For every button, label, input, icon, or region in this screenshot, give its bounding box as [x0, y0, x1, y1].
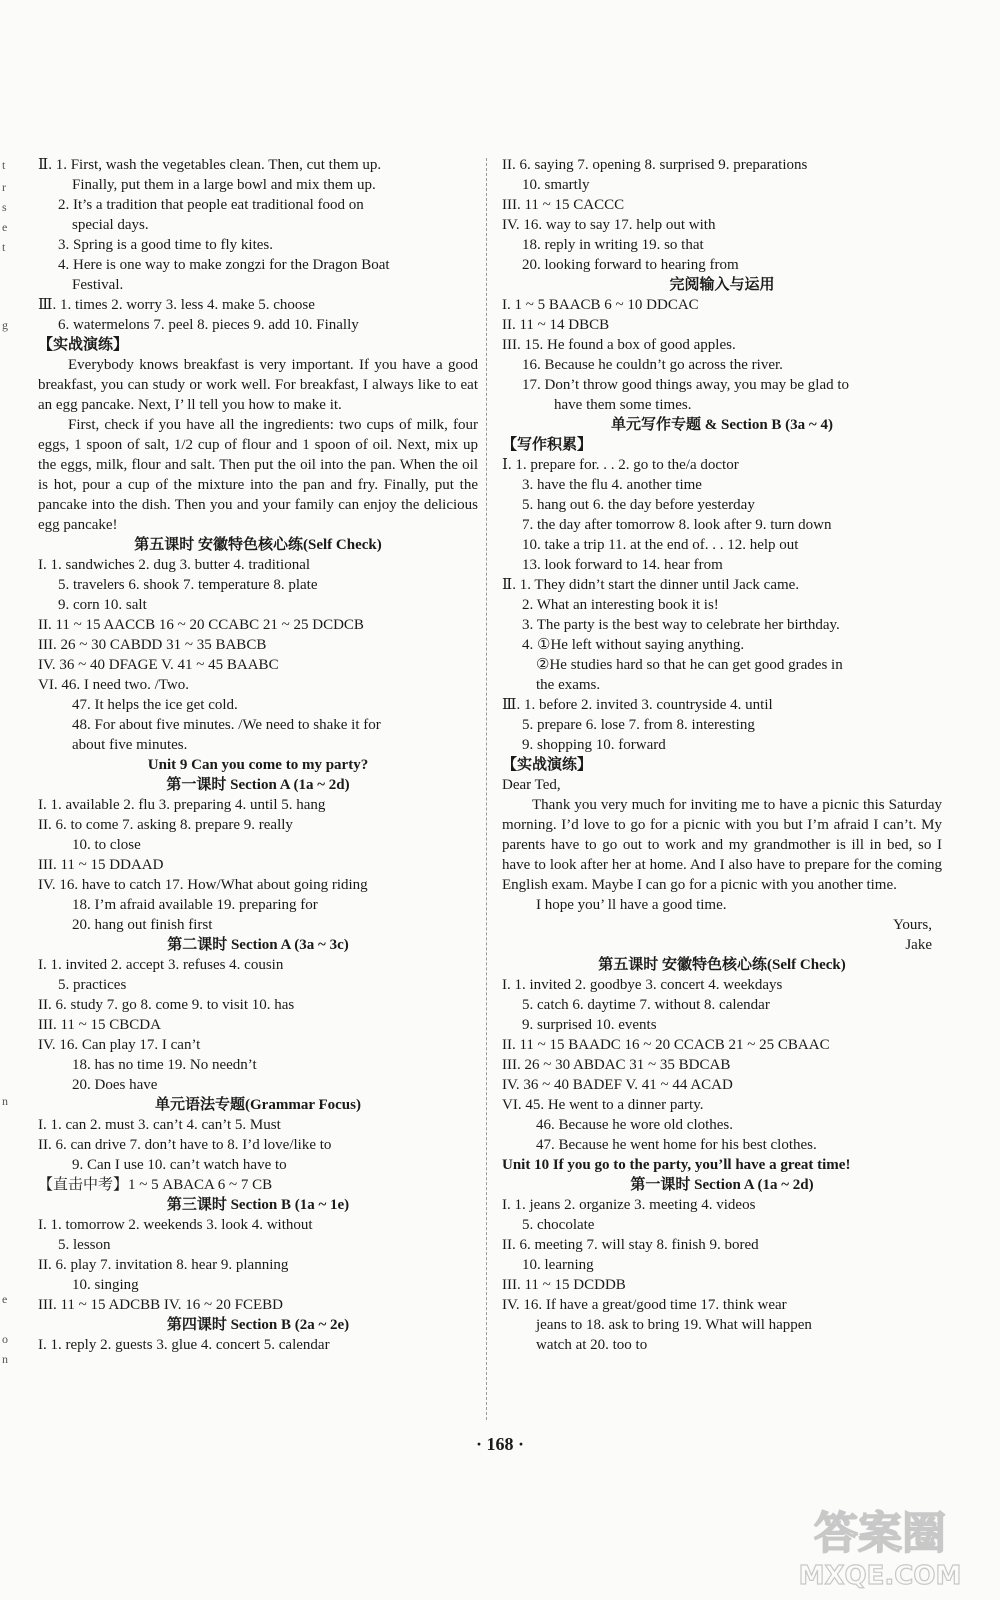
- answer-line: 5. hang out 6. the day before yesterday: [522, 497, 755, 513]
- page-number: · 168 ·: [475, 1434, 524, 1454]
- answer-line: III. 11 ~ 15 CBCDA: [38, 1017, 161, 1033]
- answer-line: 3. The party is the best way to celebrate her birthday.: [522, 617, 840, 633]
- answer-line: 单元写作专题 & Section B (3a ~ 4): [611, 417, 833, 433]
- answer-line: I. 1. sandwiches 2. dug 3. butter 4. traditional: [38, 557, 311, 573]
- answer-line: 46. Because he wore old clothes.: [536, 1117, 734, 1133]
- answer-line: I. 1. available 2. flu 3. preparing 4. until 5. hang: [38, 797, 326, 813]
- answer-line: Thank you very much for inviting me to have a picnic this Saturday morning. I’d love to go for a picnic with you but I’m afraid I can’t. My parents have to go out to work and my grandmother is ill in bed, so I have to look after her at home. And I also have to prepare for the coming English exam. Maybe I can go for a picnic with you another time.: [502, 797, 942, 893]
- answer-line: 4. Here is one way to make zongzi for the Dragon Boat: [58, 257, 390, 273]
- answer-line: First, check if you have all the ingredients: two cups of milk, four eggs, 1 spoon of salt, 1/2 cup of flour and 1 spoon of oil. Next, mix up the eggs, milk, flour and salt. Then put the oil into the pan. When the oil is hot, pour a cup of the mixture into the pan and fry. Finally, put the pancake into the dish. Then you and your family can enjoy the delicious egg pancake!: [38, 417, 478, 533]
- edge-letter: t: [2, 240, 6, 254]
- edge-letter: n: [2, 1094, 8, 1108]
- answer-line: III. 15. He found a box of good apples.: [502, 337, 736, 353]
- answer-line: 48. For about five minutes. /We need to shake it for: [72, 717, 381, 733]
- answer-line: I. 1. can 2. must 3. can’t 4. can’t 5. Must: [38, 1117, 281, 1133]
- answer-line: 5. practices: [58, 977, 127, 993]
- edge-letter: g: [2, 318, 8, 332]
- answer-line: I hope you’ ll have a good time.: [536, 897, 727, 913]
- answer-line: 20. Does have: [72, 1077, 158, 1093]
- answer-line: 5. catch 6. daytime 7. without 8. calendar: [522, 997, 770, 1013]
- answer-line: IV. 36 ~ 40 BADEF V. 41 ~ 44 ACAD: [502, 1077, 733, 1093]
- answer-line: 9. Can I use 10. can’t watch have to: [72, 1157, 287, 1173]
- answer-line: Unit 9 Can you come to my party?: [147, 757, 369, 773]
- edge-letter: n: [2, 1352, 8, 1366]
- edge-letter: e: [2, 1292, 8, 1306]
- answer-line: IV. 36 ~ 40 DFAGE V. 41 ~ 45 BAABC: [38, 657, 279, 673]
- answer-line: I. 1. reply 2. guests 3. glue 4. concert 5. calendar: [38, 1337, 330, 1353]
- answer-line: 18. has no time 19. No needn’t: [72, 1057, 257, 1073]
- answer-line: 第三课时 Section B (1a ~ 1e): [166, 1197, 350, 1213]
- answer-line: about five minutes.: [72, 737, 188, 753]
- answer-line: I. 1. invited 2. accept 3. refuses 4. cousin: [38, 957, 284, 973]
- answer-line: 5. travelers 6. shook 7. temperature 8. plate: [58, 577, 318, 593]
- right-column: [502, 155, 942, 1355]
- answer-line: 6. watermelons 7. peel 8. pieces 9. add 10. Finally: [58, 317, 359, 333]
- answer-line: 10. take a trip 11. at the end of. . . 12. help out: [522, 537, 799, 553]
- answer-line: 47. Because he went home for his best clothes.: [536, 1137, 817, 1153]
- answer-line: IV. 16. If have a great/good time 17. think wear: [502, 1297, 787, 1313]
- answer-line: 【直击中考】1 ~ 5 ABACA 6 ~ 7 CB: [38, 1177, 273, 1193]
- answer-line: Unit 10 If you go to the party, you’ll have a great time!: [502, 1157, 851, 1173]
- answer-line: 18. reply in writing 19. so that: [522, 237, 704, 253]
- answer-line: Jake: [905, 937, 932, 953]
- edge-letter: o: [2, 1332, 8, 1346]
- answer-line: Ⅱ. 1. First, wash the vegetables clean. Then, cut them up.: [38, 157, 382, 173]
- answer-line: Yours,: [893, 917, 932, 933]
- answer-line: 13. look forward to 14. hear from: [522, 557, 723, 573]
- answer-line: 完阅输入与运用: [669, 277, 775, 293]
- answer-line: VI. 45. He went to a dinner party.: [502, 1097, 704, 1113]
- answer-line: special days.: [72, 217, 149, 233]
- answer-line: 9. corn 10. salt: [58, 597, 147, 613]
- answer-line: 7. the day after tomorrow 8. look after 9. turn down: [522, 517, 832, 533]
- column-divider: [486, 158, 487, 1420]
- answer-line: 18. I’m afraid available 19. preparing for: [72, 897, 318, 913]
- answer-line: I. 1. tomorrow 2. weekends 3. look 4. without: [38, 1217, 313, 1233]
- answer-line: the exams.: [536, 677, 601, 693]
- answer-line: 9. shopping 10. forward: [522, 737, 666, 753]
- answer-line: 47. It helps the ice get cold.: [72, 697, 238, 713]
- answer-line: 20. hang out finish first: [72, 917, 213, 933]
- answer-line: Finally, put them in a large bowl and mix them up.: [72, 177, 376, 193]
- answer-line: 10. smartly: [522, 177, 590, 193]
- answer-line: 3. Spring is a good time to fly kites.: [58, 237, 273, 253]
- left-column: [38, 155, 478, 1355]
- answer-line: 17. Don’t throw good things away, you may be glad to: [522, 377, 850, 393]
- answer-line: 16. Because he couldn’t go across the river.: [522, 357, 783, 373]
- answer-line: 4. ①He left without saying anything.: [522, 637, 745, 653]
- answer-line: have them some times.: [554, 397, 692, 413]
- answer-line: 10. singing: [72, 1277, 139, 1293]
- answer-line: 3. have the flu 4. another time: [522, 477, 702, 493]
- answer-line: Ⅰ. 1. prepare for. . . 2. go to the/a doctor: [502, 457, 739, 473]
- answer-line: I. 1. invited 2. goodbye 3. concert 4. weekdays: [502, 977, 783, 993]
- answer-line: II. 6. can drive 7. don’t have to 8. I’d love/like to: [38, 1137, 332, 1153]
- answer-line: 第一课时 Section A (1a ~ 2d): [166, 777, 350, 793]
- answer-line: 第五课时 安徽特色核心练(Self Check): [598, 957, 846, 973]
- answer-line: 10. to close: [72, 837, 141, 853]
- answer-line: II. 6. saying 7. opening 8. surprised 9. preparations: [502, 157, 808, 173]
- answer-line: IV. 16. way to say 17. help out with: [502, 217, 716, 233]
- answer-line: IV. 16. Can play 17. I can’t: [38, 1037, 201, 1053]
- answer-line: Ⅲ. 1. before 2. invited 3. countryside 4. until: [502, 697, 773, 713]
- answer-line: Ⅲ. 1. times 2. worry 3. less 4. make 5. choose: [38, 297, 315, 313]
- answer-line: III. 11 ~ 15 DCDDB: [502, 1277, 626, 1293]
- answer-line: III. 11 ~ 15 ADCBB IV. 16 ~ 20 FCEBD: [38, 1297, 284, 1313]
- answer-line: watch at 20. too to: [536, 1337, 648, 1353]
- watermark-text: 答案圈: [814, 1508, 946, 1559]
- answer-line: 第五课时 安徽特色核心练(Self Check): [134, 537, 382, 553]
- answer-line: 第二课时 Section A (3a ~ 3c): [167, 937, 349, 953]
- answer-line: 2. What an interesting book it is!: [522, 597, 719, 613]
- edge-letter: s: [2, 200, 7, 214]
- answer-line: II. 11 ~ 14 DBCB: [502, 317, 610, 333]
- answer-line: III. 26 ~ 30 ABDAC 31 ~ 35 BDCAB: [502, 1057, 731, 1073]
- edge-letter: r: [2, 180, 6, 194]
- answer-line: 2. It’s a tradition that people eat traditional food on: [58, 197, 364, 213]
- answer-line: II. 11 ~ 15 BAADC 16 ~ 20 CCACB 21 ~ 25 CBAAC: [502, 1037, 830, 1053]
- answer-line: 10. learning: [522, 1257, 594, 1273]
- answer-line: 第四课时 Section B (2a ~ 2e): [166, 1317, 350, 1333]
- edge-letter: t: [2, 158, 6, 172]
- answer-line: 【写作积累】: [502, 437, 593, 453]
- answer-line: Everybody knows breakfast is very important. If you have a good breakfast, you can study or work well. For breakfast, I always like to eat an egg pancake. Next, I’ ll tell you how to make it.: [38, 357, 478, 413]
- answer-line: Ⅱ. 1. They didn’t start the dinner until Jack came.: [502, 577, 800, 593]
- edge-letter: e: [2, 220, 8, 234]
- answer-line: 5. chocolate: [522, 1217, 595, 1233]
- answer-line: Festival.: [72, 277, 124, 293]
- answer-line: II. 6. meeting 7. will stay 8. finish 9. bored: [502, 1237, 759, 1253]
- answer-line: II. 6. play 7. invitation 8. hear 9. planning: [38, 1257, 289, 1273]
- answer-line: 第一课时 Section A (1a ~ 2d): [630, 1177, 814, 1193]
- answer-line: I. 1. jeans 2. organize 3. meeting 4. videos: [502, 1197, 756, 1213]
- answer-line: II. 11 ~ 15 AACCB 16 ~ 20 CCABC 21 ~ 25 DCDCB: [38, 617, 364, 633]
- answer-line: ②He studies hard so that he can get good grades in: [536, 657, 843, 673]
- answer-line: III. 26 ~ 30 CABDD 31 ~ 35 BABCB: [38, 637, 267, 653]
- watermark-logo: [780, 1500, 980, 1590]
- answer-line: Dear Ted,: [502, 777, 561, 793]
- answer-line: 5. lesson: [58, 1237, 111, 1253]
- answer-line: II. 6. study 7. go 8. come 9. to visit 10. has: [38, 997, 295, 1013]
- answer-line: 9. surprised 10. events: [522, 1017, 657, 1033]
- answer-line: III. 11 ~ 15 CACCC: [502, 197, 625, 213]
- answer-line: 【实战演练】: [38, 337, 129, 353]
- answer-line: jeans to 18. ask to bring 19. What will happen: [536, 1317, 812, 1333]
- answer-line: III. 11 ~ 15 DDAAD: [38, 857, 164, 873]
- answer-line: 5. prepare 6. lose 7. from 8. interesting: [522, 717, 755, 733]
- answer-line: 单元语法专题(Grammar Focus): [155, 1097, 361, 1113]
- answer-line: I. 1 ~ 5 BAACB 6 ~ 10 DDCAC: [502, 297, 699, 313]
- answer-line: VI. 46. I need two. /Two.: [38, 677, 190, 693]
- answer-line: IV. 16. have to catch 17. How/What about going riding: [38, 877, 368, 893]
- watermark-url: MXQE.COM: [798, 1561, 962, 1590]
- answer-line: II. 6. to come 7. asking 8. prepare 9. really: [38, 817, 293, 833]
- answer-line: 20. looking forward to hearing from: [522, 257, 739, 273]
- answer-line: 【实战演练】: [502, 757, 593, 773]
